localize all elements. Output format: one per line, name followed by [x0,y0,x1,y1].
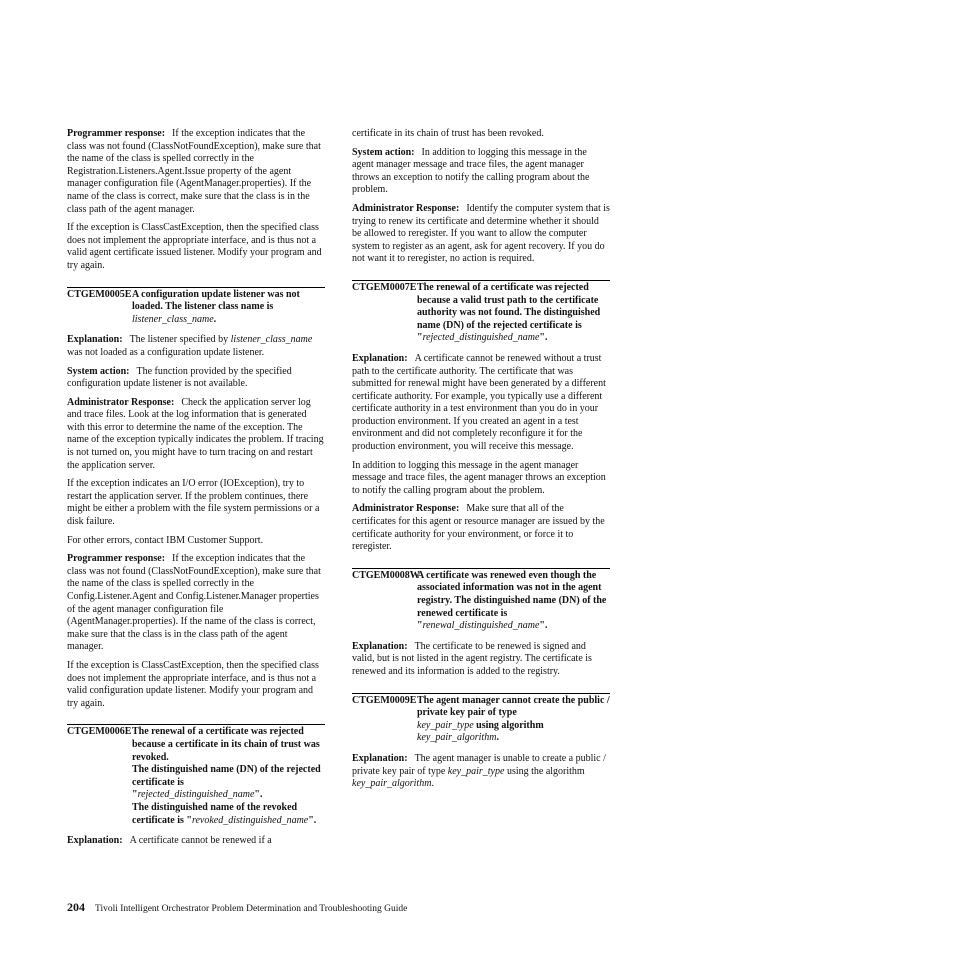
message-text-part: . [496,732,499,744]
message-text [132,289,325,327]
explanation-text: using the algorithm [504,765,585,777]
explanation-variable: key_pair_algorithm [352,778,432,790]
system-action-label: System action: [352,146,415,158]
message-header [67,726,325,827]
explanation-label: Explanation: [352,752,408,764]
message-ctgem0007e [352,280,610,345]
message-text-part: ". [539,332,548,344]
message-text-part: A certificate was renewed even though the associated information was not in the agent registry. The distinguished name (DN) of the renewed certificate is [417,569,607,619]
message-variable: renewal_distinguished_name [422,620,540,632]
message-header [67,289,325,327]
system-action-text: In addition to logging this message in the agent manager message and trace files, the agent manager throws an exception to notify the calling program about the problem. [352,146,590,196]
addition-paragraph: In addition to logging this message in the agent manager message and trace files, the agent manager throws an exception to notify the calling program about the problem. [352,459,606,496]
administrator-response [352,503,610,553]
administrator-response-label: Administrator Response: [352,503,460,515]
programmer-response-text: If the exception indicates that the class was not found (ClassNotFoundException), make sure that the name of the class is spelled correctly in the Registration.Listeners.Agent.Issue property of the agent manager configuration file (AgentManager.properties). If the name of the class is correct, make sure that the class is in the class path of the agent manager. [67,128,321,215]
message-variable: key_pair_type [417,719,474,731]
explanation [67,835,325,848]
explanation-label: Explanation: [67,334,123,346]
system-action [67,366,325,391]
ioexception-paragraph: If the exception indicates an I/O error (IOException), try to restart the application server. If the problem continues, there might be either a problem with the file system permissions or a disk failure. [67,478,320,528]
message-text-part: The distinguished name of the revoked certificate is " [132,801,298,826]
programmer-response-label: Programmer response: [67,553,166,565]
message-text [417,570,610,633]
message-header [352,282,610,345]
explanation-text: A certificate cannot be renewed without a trust path to the certificate authority. The certificate that was submitted for renewal might have been generated by a different certificate authority. For example, you typically use a different certificate authority in a test environment than you do in your production environment. If you created an agent in a test environment and did not completely reconfigure it for the production environment, you will receive this message. [352,352,606,453]
explanation-text: A certificate cannot be renewed if a [129,835,272,847]
explanation-text: . [431,778,434,790]
programmer-response-label: Programmer response: [67,128,166,139]
explanation [67,334,325,359]
explanation [352,753,610,791]
explanation [352,641,610,679]
explanation-label: Explanation: [352,352,408,364]
message-variable: revoked_distinguished_name [191,814,309,826]
right-column [352,128,610,797]
message-ctgem0005e [67,287,325,327]
message-text-part: The renewal of a certificate was rejected because a valid trust path to the certificate authority was not found. The distinguished name (DN) of the rejected certificate is " [417,281,601,344]
message-ctgem0006e [67,724,325,827]
programmer-response [67,553,325,654]
administrator-response-text: Make sure that all of the certificates for this agent or resource manager are issued by the certificate authority for your environment, or force it to reregister. [352,503,605,553]
administrator-response [352,203,610,266]
message-text-part: ". [539,620,548,632]
message-variable: listener_class_name [132,313,214,325]
administrator-response-text: Identify the computer system that is trying to renew its certificate and determine whether it should be allowed to reregister. If you want to allow the computer system to register as an agent, ask for agent recovery. If you do not want it to reregister, no action is required. [352,202,610,265]
message-text [132,726,325,827]
message-text-part: ". [308,814,317,826]
message-id: CTGEM0005E [67,288,132,300]
message-variable: key_pair_algorithm [417,732,497,744]
continued-paragraph: certificate in its chain of trust has been revoked. [352,128,544,139]
system-action-text: The function provided by the specified configuration update listener is not available. [67,365,292,390]
message-text [417,695,610,745]
message-ctgem0009e [352,693,610,745]
classcast-paragraph: If the exception is ClassCastException, then the specified class does not implement the appropriate interface, and is thus not a valid configuration update listener. Modify your program and try again. [67,659,319,709]
explanation-text: The certificate to be renewed is signed and valid, but is not listed in the agent registry. The certificate is renewed and its information is added to the registry. [352,640,592,677]
system-action-label: System action: [67,365,130,377]
message-text-part: A configuration update listener was not loaded. The listener class name is [132,288,300,313]
explanation-text: was not loaded as a configuration update listener. [67,346,265,358]
message-text-part: . [213,313,217,325]
explanation-text: The listener specified by [129,334,231,346]
message-variable: rejected_distinguished_name [422,332,540,344]
other-errors-paragraph: For other errors, contact IBM Customer Support. [67,534,264,546]
message-text-part: The distinguished name (DN) of the rejected certificate is [132,764,321,788]
administrator-response [67,397,325,473]
explanation-variable: listener_class_name [230,334,313,346]
message-text-part: " [417,620,423,632]
message-header [352,570,610,633]
explanation-variable: key_pair_type [447,765,505,777]
message-text-part: ". [254,789,263,801]
administrator-response-label: Administrator Response: [67,396,175,408]
message-text-part: " [132,789,138,801]
programmer-response [67,128,325,216]
message-text-part: using algorithm [473,719,544,731]
classcast-paragraph: If the exception is ClassCastException, then the specified class does not implement the appropriate interface, and is thus not a valid agent certificate issued listener. Modify your program and try again. [67,222,322,271]
administrator-response-label: Administrator Response: [352,202,460,214]
explanation-text: The agent manager is unable to create a public / private key pair of type [352,752,606,777]
message-id: CTGEM0009E [352,694,417,706]
book-title: Tivoli Intelligent Orchestrator Problem Determination and Troubleshooting Guide [95,904,408,914]
left-column [67,128,325,854]
explanation [352,353,610,454]
page-number: 204 [67,900,85,914]
message-text-part: The renewal of a certificate was rejected because a certificate in its chain of trust was revoked. [132,726,320,763]
message-variable: rejected_distinguished_name [137,789,255,801]
programmer-response-text: If the exception indicates that the class was not found (ClassNotFoundException), make sure that the name of the class is spelled correctly in the Config.Listener.Agent and Config.Listener.Manager properties of the agent manager configuration file (AgentManager.properties). If the name of the class is correct, make sure that the class is in the class path of the agent manager. [67,553,321,653]
explanation-label: Explanation: [67,835,123,847]
system-action [352,147,610,197]
message-id: CTGEM0007E [352,281,417,293]
message-text [417,282,610,345]
message-header [352,695,610,745]
administrator-response-text: Check the application server log and trace files. Look at the log information that is generated with this error to determine the name of the exception. The name of the exception typically indicates the problem. If tracing is not turned on, you might have to turn tracing on and restart the application server. [67,396,324,471]
message-text-part: The agent manager cannot create the public / private key pair of type [417,694,610,719]
message-id: CTGEM0008W [352,569,420,581]
explanation-label: Explanation: [352,640,408,652]
message-id: CTGEM0006E [67,726,132,738]
message-ctgem0008w [352,568,610,633]
page-footer [67,901,407,916]
